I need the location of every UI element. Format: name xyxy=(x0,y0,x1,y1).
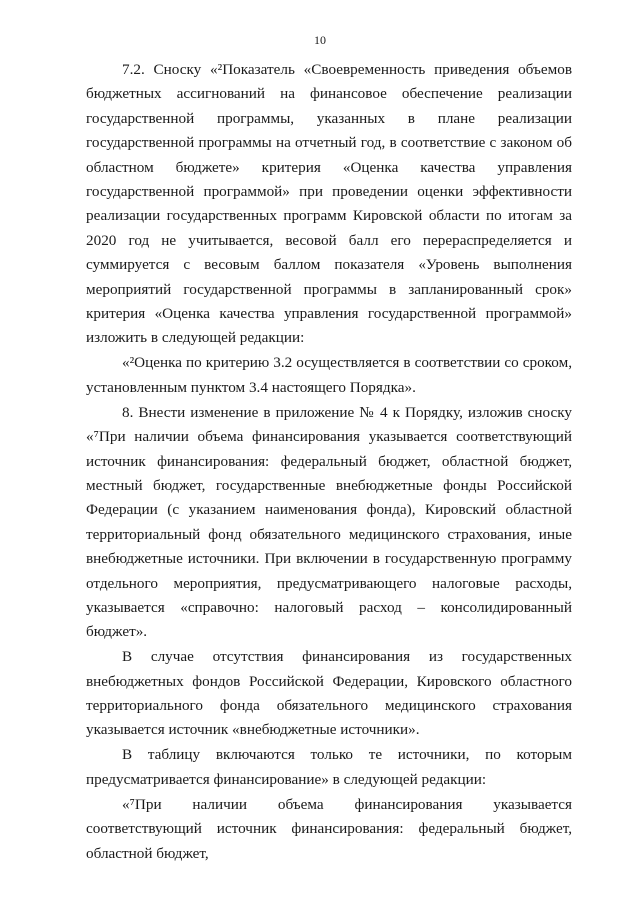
paragraph-footnote-7-new: «⁷При наличии объема финансирования указывается соответствующий источник финансирования: федеральный бюджет, областной бюджет, xyxy=(86,795,572,862)
paragraph-8-appendix-4: 8. Внести изменение в приложение № 4 к Порядку, изложив сноску «⁷При наличии объема финансирования указывается соответствующий источник финансирования: федеральный бюджет, областной бюджет, местный бюджет, государственные внебюджетные фонды Российской Федерации (с указанием наименования фонда), Кировский областной территориальный фонд обязательного медицинского страхования, иные внебюджетные источники. При включении в государственную программу отдельного мероприятия, предусматривающего налоговые расходы, указывается «справочно: налоговый расход – консолидированный бюджет». xyxy=(86,403,572,641)
paragraph-footnote-2-text: «²Оценка по критерию 3.2 осуществляется в соответствии со сроком, установленным пунктом 3.4 настоящего Порядка». xyxy=(86,354,572,396)
paragraph-no-funding-case: В случае отсутствия финансирования из государственных внебюджетных фондов Российской Федерации, Кировского областного территориального фонда обязательного медицинского страхования указывается источник «внебюджетные источники». xyxy=(86,648,572,739)
paragraph-7-2-footnote: 7.2. Сноску «²Показатель «Своевременность приведения объемов бюджетных ассигнований на финансовое обеспечение реализации государственной программы, указанных в плане реализации государственной программы на отчетный год, в соответствие с законом об областном бюджете» критерия «Оценка качества управления государственной программой» при проведении оценки эффективности реализации государственных программ Кировской области по итогам за 2020 год не учитывается, весовой балл его перераспределяется и суммируется с весовым баллом показателя «Уровень выполнения мероприятий государственной программы в запланированный срок» критерия «Оценка качества управления государственной программой» изложить в следующей редакции: xyxy=(86,61,572,347)
paragraph-table-sources: В таблицу включаются только те источники, по которым предусматривается финансирование» в следующей редакции: xyxy=(86,746,572,788)
page-number: 10 xyxy=(314,33,326,47)
document-body xyxy=(86,58,572,866)
